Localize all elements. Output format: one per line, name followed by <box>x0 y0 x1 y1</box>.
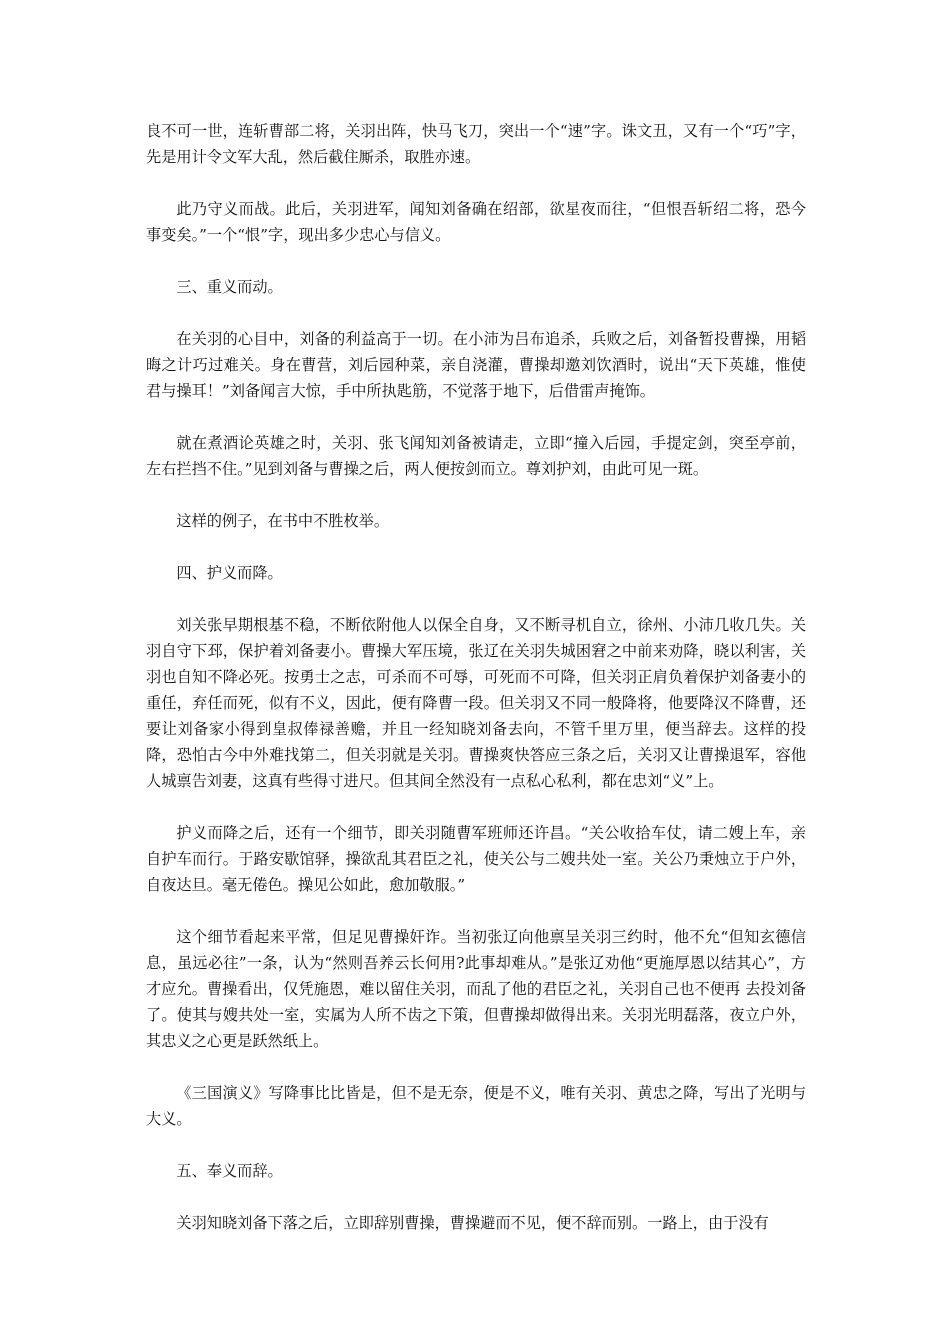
section-heading-3: 三、重义而动。 <box>176 278 283 296</box>
section-heading-4: 四、护义而降。 <box>176 564 283 582</box>
paragraph-6: 这样的例子，在书中不胜枚举。 <box>176 512 390 530</box>
paragraph-5: 就在煮酒论英雄之时，关羽、张飞闻知刘备被请走，立即“撞入后园，手提定剑，突至亭前，左右拦挡不住。”见到刘备与曹操之后，两人便按剑而立。尊刘护刘，由此可见一斑。 <box>146 434 806 478</box>
paragraph-11: 《三国演义》写降事比比皆是，但不是无奈，便是不义，唯有关羽、黄忠之降，写出了光明与大义。 <box>146 1084 806 1128</box>
paragraph-4: 在关羽的心目中，刘备的利益高于一切。在小沛为吕布追杀，兵败之后，刘备暂投曹操，用韬晦之计巧过难关。身在曹营，刘后园种菜，亲自浇灌，曹操却邀刘饮酒时，说出“天下英雄，惟使君与操耳！”刘备闻言大惊，手中所执匙筋，不觉落于地下，后借雷声掩饰。 <box>146 330 806 400</box>
paragraph-9: 护义而降之后，还有一个细节，即关羽随曹军班师还许昌。“关公收拾车仗，请二嫂上车，亲自护车而行。于路安歇馆驿，操欲乱其君臣之礼，使关公与二嫂共处一室。关公乃秉烛立于户外，自夜达旦。毫无倦色。操见公如此，愈加敬服。” <box>146 824 806 894</box>
paragraph-1: 良不可一世，连斩曹部二将，关羽出阵，快马飞刀，突出一个“速”字。诛文丑，又有一个“巧”字，先是用计令文军大乱，然后截住厮杀，取胜亦速。 <box>146 122 806 166</box>
document-page <box>146 118 806 1262</box>
paragraph-8: 刘关张早期根基不稳，不断依附他人以保全自身，又不断寻机自立，徐州、小沛几收几失。关羽自守下邳，保护着刘备妻小。曹操大军压境，张辽在关羽失城困窘之中前来劝降，晓以利害，关羽也自知不降必死。按勇士之志，可杀而不可辱，可死而不可降，但关羽正肩负着保护刘备妻小的重任，弃任而死，似有不义，因此，便有降曹一段。但关羽又不同一般降将，他要降汉不降曹，还要让刘备家小得到皇叔俸禄善赡，并且一经知晓刘备去向，不管千里万里，便当辞去。这样的投降，恐怕古今中外难找第二，但关羽就是关羽。曹操爽快答应三条之后，关羽又让曹操退军，容他人城禀告刘妻，这真有些得寸进尺。但其间全然没有一点私心私利，都在忠刘“义”上。 <box>146 616 806 790</box>
paragraph-2: 此乃守义而战。此后，关羽进军，闻知刘备确在绍部，欲星夜而往，“但恨吾斩绍二将，恐今事变矣。”一个“恨”字，现出多少忠心与信义。 <box>146 200 806 244</box>
paragraph-13: 关羽知晓刘备下落之后，立即辞别曹操，曹操避而不见，便不辞而别。一路上，由于没有 <box>176 1214 769 1232</box>
section-heading-5: 五、奉义而辞。 <box>176 1162 283 1180</box>
paragraph-10: 这个细节看起来平常，但足见曹操奸诈。当初张辽向他禀呈关羽三约时，他不允“但知玄德信息，虽远必往”一条，认为“然则吾养云长何用?此事却难从。”是张辽劝他“更施厚恩以结其心”，方才应允。曹操看出，仅凭施恩，难以留住关羽，而乱了他的君臣之礼，关羽自己也不便再 去投刘备了。使其与嫂共处一室，实属为人所不齿之下策，但曹操却做得出来。关羽光明磊落，夜立户外，其忠义之心更是跃然纸上。 <box>146 928 806 1050</box>
